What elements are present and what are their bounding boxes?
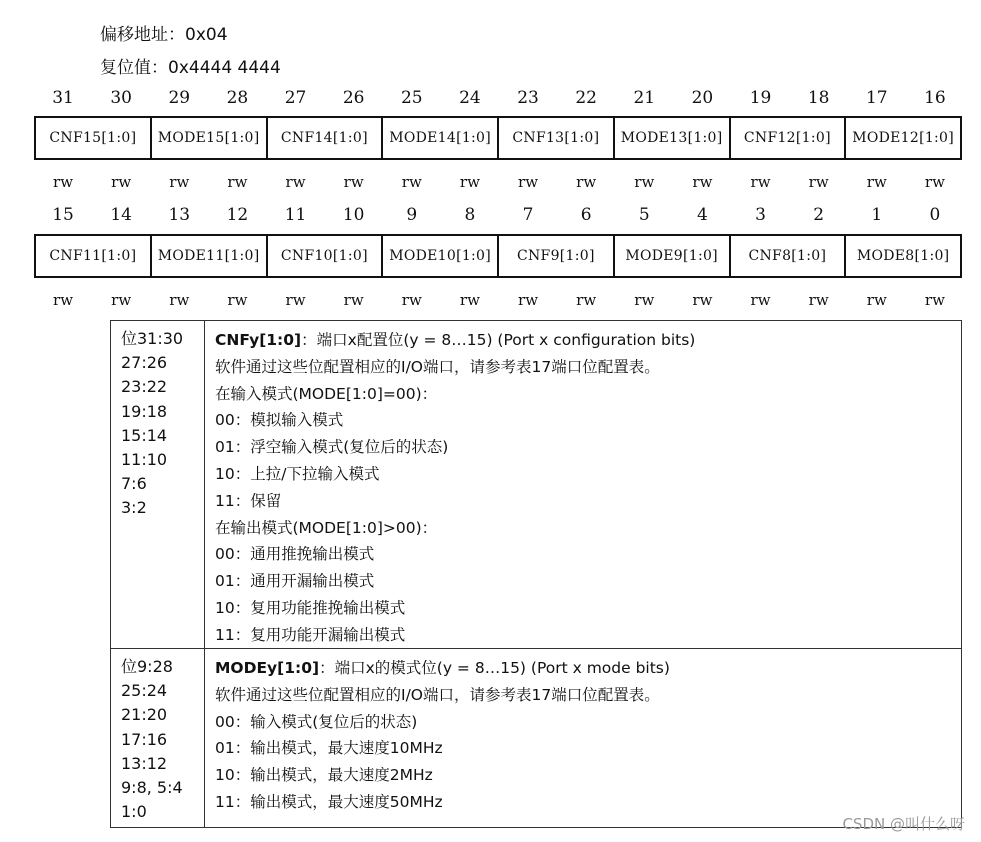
bit-number: 19 — [749, 88, 772, 108]
field-description-table — [110, 320, 962, 828]
description-line: 01：输出模式，最大速度10MHz — [215, 739, 443, 758]
access-type: rw — [169, 173, 190, 191]
lower-bit-numbers — [34, 205, 964, 225]
bit-range: 17:16 — [121, 729, 168, 749]
bit-range: 15:14 — [121, 425, 168, 445]
register-field: CNF10[1:0] — [266, 236, 382, 276]
reset-value: 复位值：0x4444 4444 — [100, 58, 281, 78]
access-type: rw — [343, 291, 364, 309]
cnf-description — [205, 321, 961, 648]
bit-number: 1 — [871, 205, 883, 225]
register-field: CNF14[1:0] — [266, 118, 382, 158]
bit-range: 23:22 — [121, 377, 168, 397]
description-line: 11：复用功能开漏输出模式 — [215, 625, 406, 644]
access-type: rw — [866, 173, 887, 191]
bit-number: 5 — [638, 205, 650, 225]
bit-number: 7 — [522, 205, 534, 225]
bit-number: 22 — [575, 88, 597, 108]
access-type: rw — [401, 173, 422, 191]
register-field: MODE9[1:0] — [613, 236, 729, 276]
register-field: MODE13[1:0] — [613, 118, 729, 158]
register-field: MODE14[1:0] — [381, 118, 497, 158]
access-type: rw — [750, 173, 771, 191]
mode-title: MODEy[1:0]：端口x的模式位(y = 8…15) (Port x mode bits) — [215, 659, 670, 677]
access-type: rw — [169, 291, 190, 309]
access-type: rw — [518, 173, 539, 191]
bit-number: 18 — [807, 88, 830, 108]
bit-range: 19:18 — [121, 401, 168, 421]
register-field: CNF13[1:0] — [497, 118, 613, 158]
bit-number: 13 — [168, 205, 191, 225]
description-line: 软件通过这些位配置相应的I/O端口，请参考表17端口位配置表。 — [215, 685, 660, 704]
access-type: rw — [634, 291, 655, 309]
cnf-bit-positions — [111, 321, 205, 648]
access-type: rw — [227, 173, 248, 191]
description-line: 00：输入模式(复位后的状态) — [215, 712, 418, 731]
bit-number: 20 — [691, 88, 714, 108]
access-type: rw — [459, 173, 480, 191]
description-line: 00：模拟输入模式 — [215, 411, 344, 430]
bit-number: 25 — [400, 88, 423, 108]
description-line: 01：通用开漏输出模式 — [215, 572, 375, 591]
access-type: rw — [343, 173, 364, 191]
access-type: rw — [53, 173, 74, 191]
register-field: CNF9[1:0] — [497, 236, 613, 276]
description-line: 软件通过这些位配置相应的I/O端口，请参考表17端口位配置表。 — [215, 357, 660, 376]
bit-number: 27 — [284, 88, 307, 108]
access-type: rw — [924, 173, 945, 191]
offset-address: 偏移地址：0x04 — [100, 25, 228, 45]
access-type: rw — [285, 291, 306, 309]
register-field: CNF11[1:0] — [49, 248, 137, 264]
bit-number: 31 — [52, 88, 74, 108]
bit-range: 7:6 — [121, 474, 147, 494]
bit-number: 3 — [755, 205, 766, 225]
bit-range: 27:26 — [121, 353, 168, 373]
bit-number: 23 — [517, 88, 539, 108]
register-field: MODE8[1:0] — [844, 236, 960, 276]
access-type: rw — [518, 291, 539, 309]
cut-off-heading — [0, 0, 981, 10]
description-line: 在输入模式(MODE[1:0]=00)： — [215, 384, 438, 403]
upper-register-row — [34, 116, 962, 160]
lower-access-row — [34, 291, 964, 309]
bit-number: 2 — [813, 205, 825, 225]
description-line: 10：复用功能推挽输出模式 — [215, 598, 406, 617]
bit-number: 15 — [52, 205, 74, 225]
description-line: 10：上拉/下拉输入模式 — [215, 464, 380, 483]
mode-bit-positions — [111, 649, 205, 827]
access-type: rw — [53, 291, 74, 309]
access-type: rw — [634, 173, 655, 191]
register-field: MODE15[1:0] — [150, 118, 266, 158]
bit-range: 9:8, 5:4 — [121, 778, 183, 798]
bit-number: 9 — [406, 205, 418, 225]
register-field: MODE11[1:0] — [150, 236, 266, 276]
mode-description — [205, 649, 961, 827]
access-type: rw — [285, 173, 306, 191]
bit-range: 13:12 — [121, 753, 168, 773]
access-type: rw — [924, 291, 945, 309]
bit-number: 16 — [924, 88, 946, 108]
register-field: CNF12[1:0] — [729, 118, 845, 158]
bit-number: 30 — [110, 88, 132, 108]
access-type: rw — [576, 173, 597, 191]
register-field: MODE12[1:0] — [844, 118, 960, 158]
register-field: CNF15[1:0] — [49, 130, 137, 146]
description-line: 11：保留 — [215, 491, 282, 510]
register-field: MODE10[1:0] — [381, 236, 497, 276]
access-type: rw — [808, 291, 829, 309]
bit-number: 26 — [342, 88, 365, 108]
access-type: rw — [227, 291, 248, 309]
bit-range: 11:10 — [121, 450, 168, 470]
bit-range: 21:20 — [121, 705, 168, 725]
cnf-description-row — [111, 321, 961, 648]
lower-register-row — [34, 234, 962, 278]
cnf-title: CNFy[1:0]：端口x配置位(y = 8…15) (Port x configuration bits) — [215, 331, 696, 349]
description-line: 在输出模式(MODE[1:0]>00)： — [215, 518, 438, 537]
access-type: rw — [111, 291, 132, 309]
bit-number: 6 — [580, 205, 592, 225]
bit-range: 位9:28 — [121, 657, 173, 676]
bit-number: 28 — [226, 88, 249, 108]
bit-number: 4 — [697, 205, 708, 225]
bit-number: 14 — [110, 205, 132, 225]
bit-number: 21 — [633, 88, 656, 108]
bit-number: 11 — [284, 205, 307, 225]
bit-number: 12 — [226, 205, 249, 225]
bit-number: 0 — [929, 205, 941, 225]
bit-range: 3:2 — [121, 498, 147, 518]
access-type: rw — [808, 173, 829, 191]
description-line: 00：通用推挽输出模式 — [215, 545, 375, 564]
register-field: CNF8[1:0] — [729, 236, 845, 276]
bit-range: 位31:30 — [121, 329, 184, 348]
description-line: 11：输出模式，最大速度50MHz — [215, 792, 443, 811]
access-type: rw — [750, 291, 771, 309]
bit-range: 25:24 — [121, 681, 168, 701]
bit-number: 8 — [464, 205, 476, 225]
upper-bit-numbers — [34, 88, 964, 108]
access-type: rw — [866, 291, 887, 309]
access-type: rw — [576, 291, 597, 309]
watermark: CSDN @叫什么呀 — [842, 815, 965, 833]
access-type: rw — [401, 291, 422, 309]
access-type: rw — [692, 291, 713, 309]
access-type: rw — [111, 173, 132, 191]
bit-number: 10 — [342, 205, 365, 225]
bit-number: 17 — [865, 88, 888, 108]
description-line: 10：输出模式，最大速度2MHz — [215, 766, 433, 785]
access-type: rw — [459, 291, 480, 309]
bit-number: 24 — [459, 88, 481, 108]
access-type: rw — [692, 173, 713, 191]
bit-number: 29 — [168, 88, 191, 108]
upper-access-row — [34, 173, 964, 191]
description-line: 01：浮空输入模式(复位后的状态) — [215, 438, 449, 457]
mode-description-row — [111, 648, 961, 827]
bit-range: 1:0 — [121, 802, 147, 822]
